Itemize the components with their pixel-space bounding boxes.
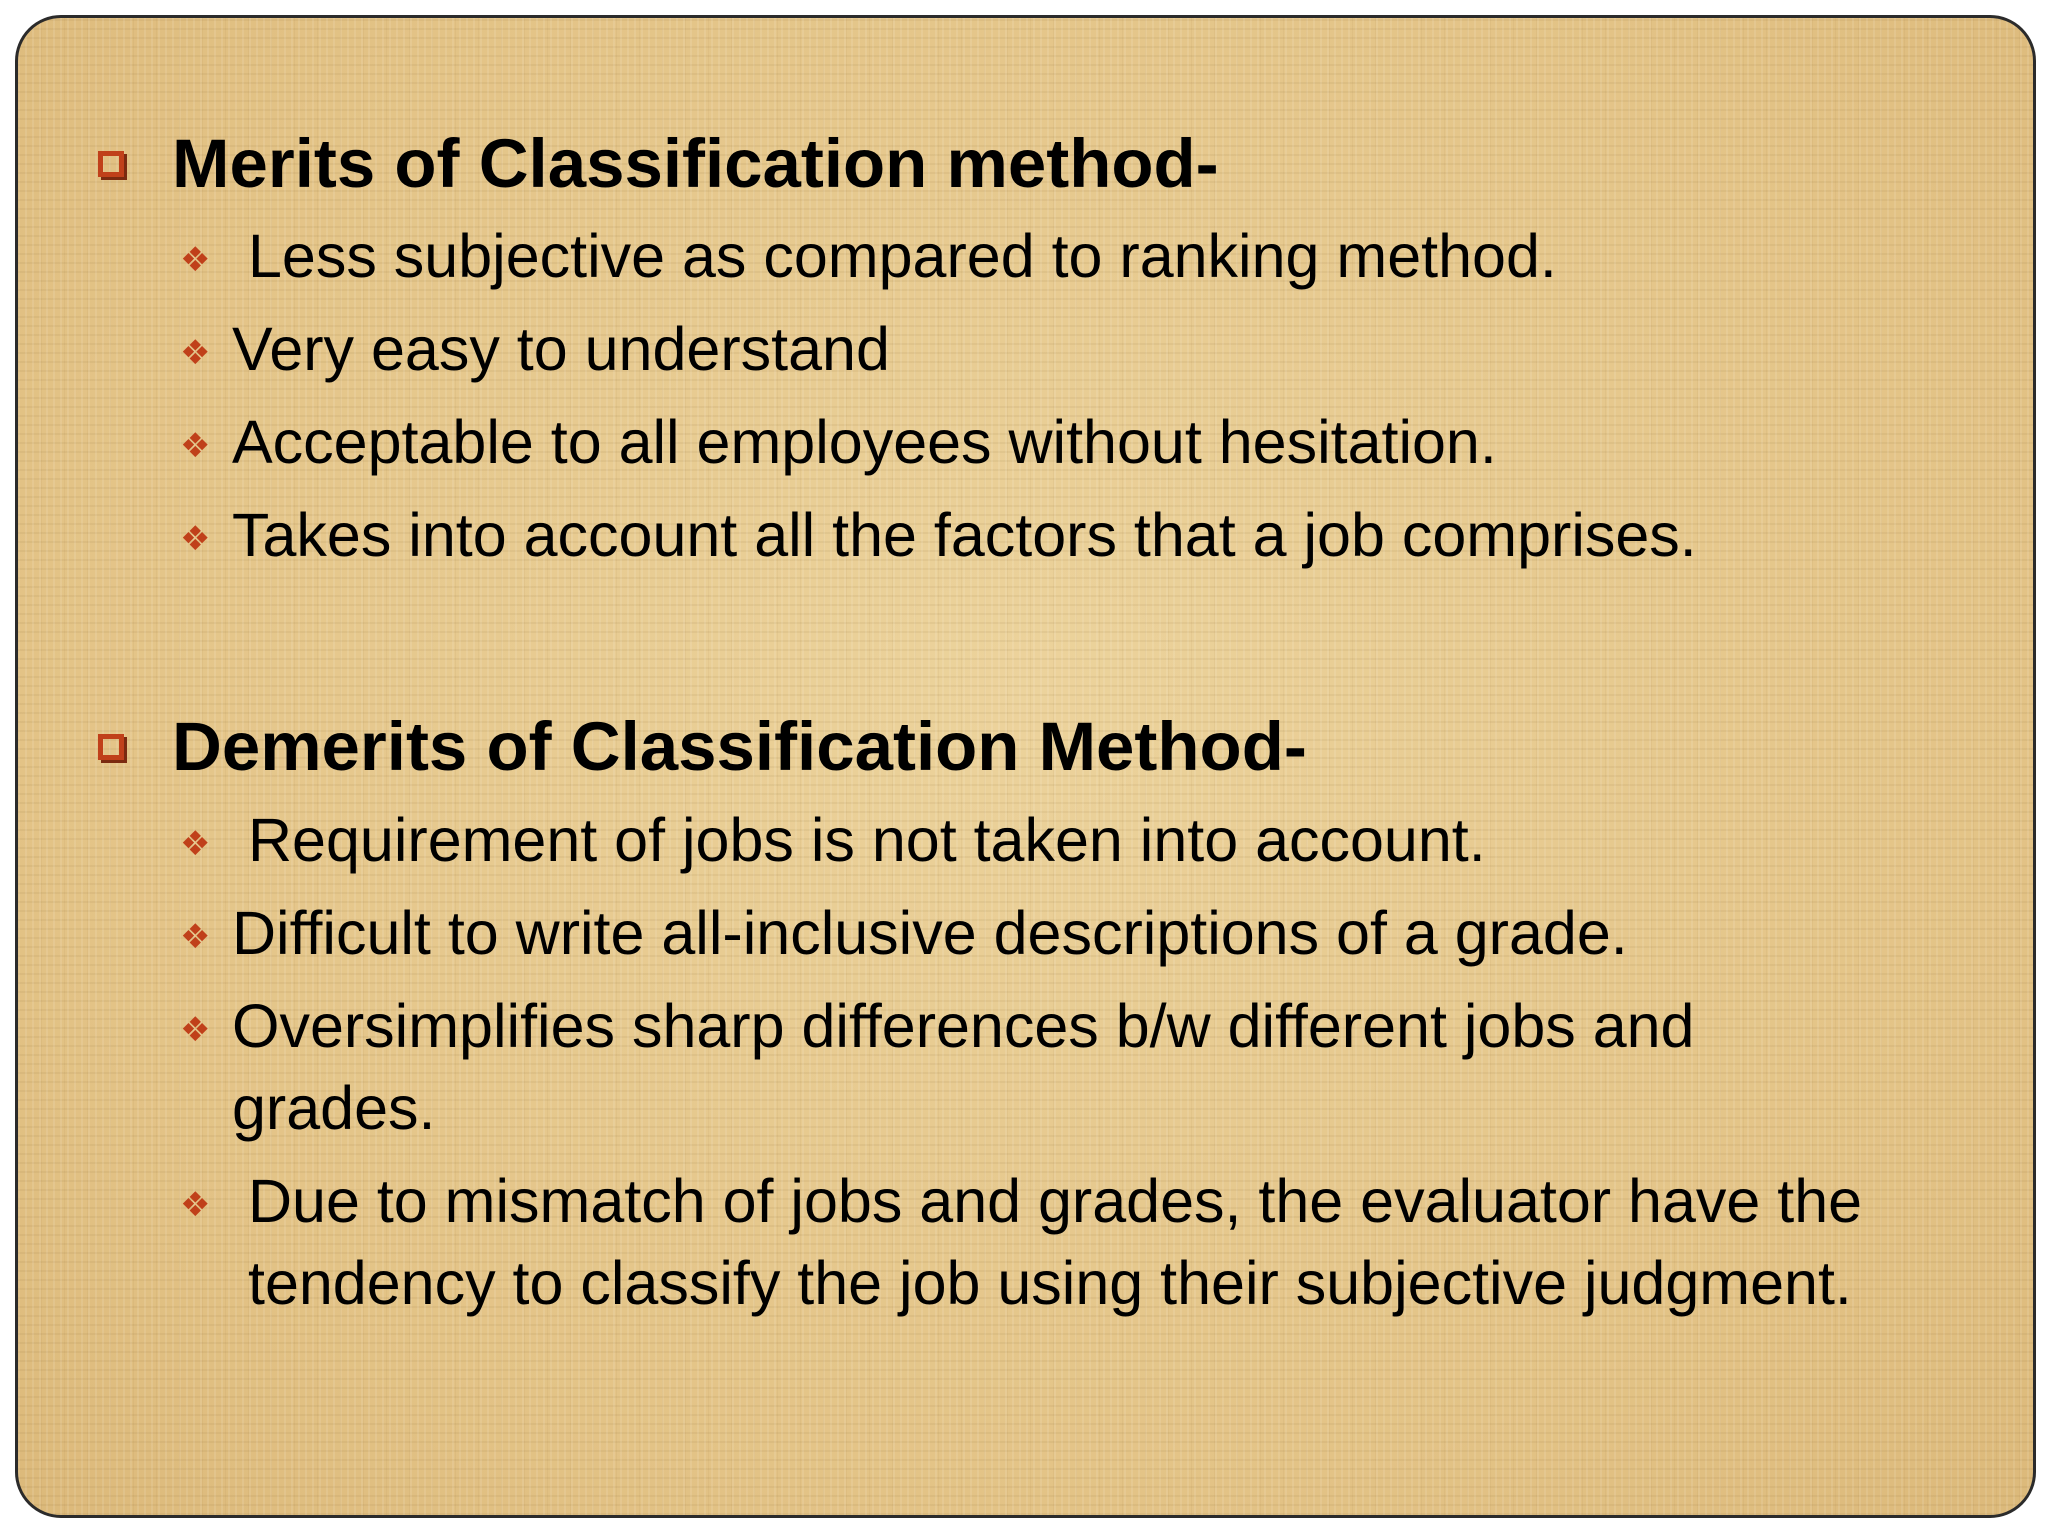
demerit-item-text: Oversimplifies sharp differences b/w different jobs and grades. bbox=[232, 992, 1695, 1142]
merits-heading-row bbox=[98, 125, 1219, 202]
demerit-item bbox=[180, 899, 1980, 974]
merit-item-text: Less subjective as compared to ranking method. bbox=[248, 222, 1557, 290]
four-diamond-icon: ❖ bbox=[180, 1010, 211, 1050]
four-diamond-icon: ❖ bbox=[180, 824, 211, 864]
merit-item-text: Very easy to understand bbox=[232, 315, 890, 383]
four-diamond-icon: ❖ bbox=[180, 519, 211, 559]
four-diamond-icon: ❖ bbox=[180, 240, 211, 280]
demerit-item bbox=[180, 806, 1980, 881]
merit-item-text: Takes into account all the factors that a job comprises. bbox=[232, 501, 1697, 569]
demerit-item-text: Due to mismatch of jobs and grades, the evaluator have the tendency to classify the job using their subjective judgment. bbox=[248, 1167, 1863, 1317]
slide bbox=[15, 15, 2036, 1518]
four-diamond-icon: ❖ bbox=[180, 333, 211, 373]
merit-item bbox=[180, 408, 1980, 483]
merit-item-text: Acceptable to all employees without hesitation. bbox=[232, 408, 1497, 476]
demerit-item-text: Difficult to write all-inclusive descriptions of a grade. bbox=[232, 899, 1628, 967]
merit-item bbox=[180, 222, 1980, 297]
demerits-heading: Demerits of Classification Method- bbox=[172, 708, 1307, 785]
hollow-square-icon bbox=[98, 734, 124, 760]
demerit-item bbox=[180, 1167, 1970, 1324]
demerit-item-text: Requirement of jobs is not taken into account. bbox=[248, 806, 1486, 874]
four-diamond-icon: ❖ bbox=[180, 426, 211, 466]
merit-item bbox=[180, 501, 1980, 576]
four-diamond-icon: ❖ bbox=[180, 1185, 211, 1225]
hollow-square-icon bbox=[98, 151, 124, 177]
demerits-heading-row bbox=[98, 708, 1307, 785]
merit-item bbox=[180, 315, 1980, 390]
four-diamond-icon: ❖ bbox=[180, 917, 211, 957]
merits-heading: Merits of Classification method- bbox=[172, 125, 1219, 202]
demerit-item bbox=[180, 992, 1880, 1149]
